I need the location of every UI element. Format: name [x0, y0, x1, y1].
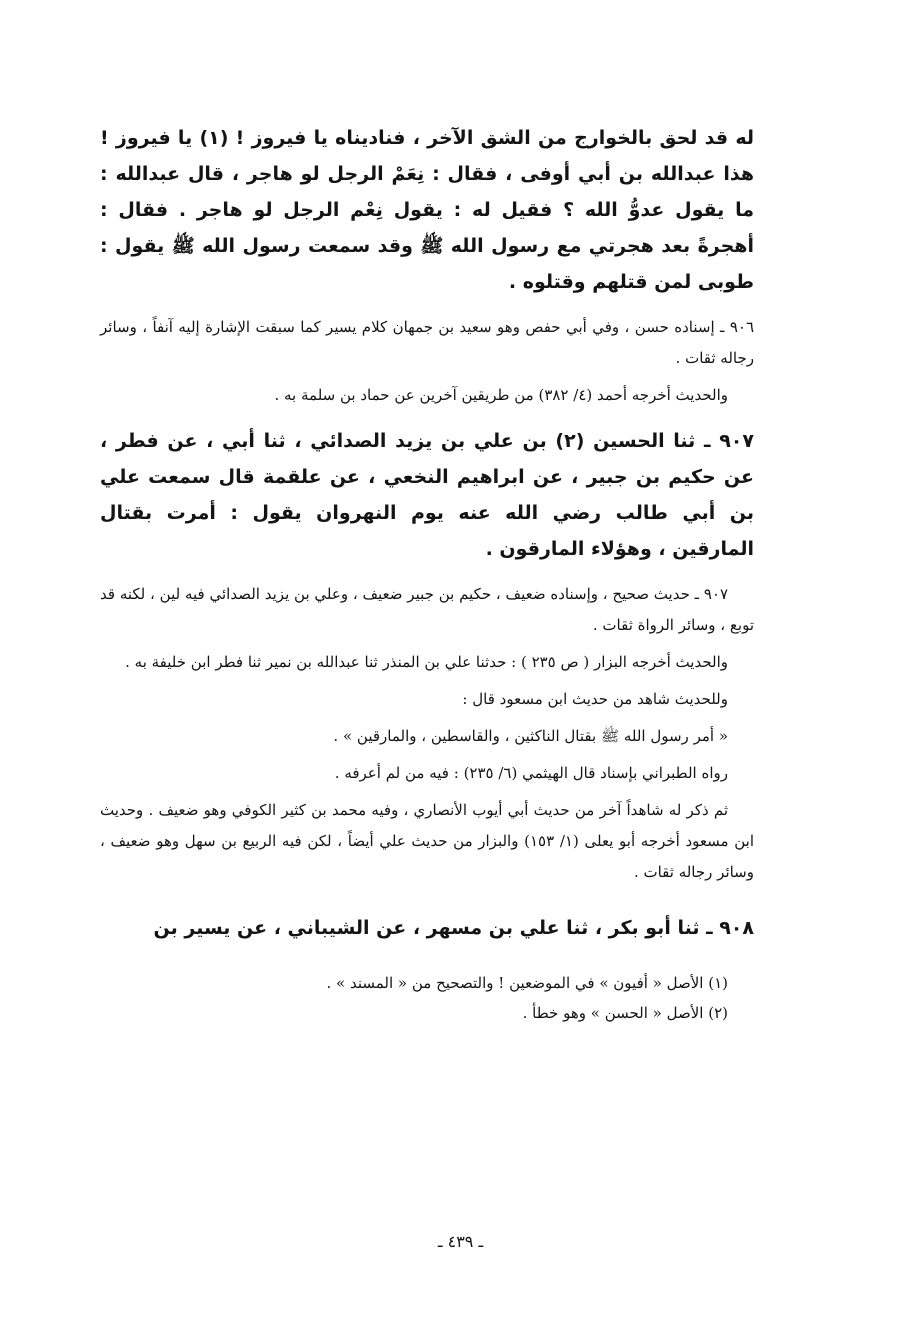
hadith-908-start: ٩٠٨ ـ ثنا أبو بكر ، ثنا علي بن مسهر ، عن الشيباني ، عن يسير بن	[153, 917, 754, 939]
page-number: ـ ٤٣٩ ـ	[437, 1232, 484, 1251]
commentary-907-other-witness: ثم ذكر له شاهداً آخر من حديث أبي أيوب الأنصاري ، وفيه محمد بن كثير الكوفي وهو ضعيف . وحديث ابن مسعود أخرجه أبو يعلى (١/ ١٥٣) والبزار من حديث علي أيضاً ، لكن فيه الربيع بن سهل وهو ضعيف ، وسائر رجاله ثقات .	[100, 801, 755, 881]
hadith-907: ٩٠٧ ـ ثنا الحسين (٢) بن علي بن يزيد الصدائي ، ثنا أبي ، عن فطر ، عن حكيم بن جبير ، عن ابراهيم النخعي ، عن علقمة قال سمعت علي بن أبي طالب رضي الله عنه يوم النهروان يقول : أمرت بقتال المارقين ، وهؤلاء المارقون .	[100, 430, 754, 560]
commentary-907-shahid: وللحديث شاهد من حديث ابن مسعود قال :	[462, 690, 728, 708]
commentary-907-tabarani: رواه الطبراني بإسناد قال الهيثمي (٦/ ٢٣٥) : فيه من لم أعرفه .	[334, 764, 728, 782]
commentary-906-takhrij: والحديث أخرجه أحمد (٤/ ٣٨٢) من طريقين آخرين عن حماد بن سلمة به .	[274, 386, 728, 404]
hadith-905-continuation: له قد لحق بالخوارج من الشق الآخر ، فناديناه يا فيروز ! (١) يا فيروز ! هذا عبدالله بن أبي أوفى ، فقال : نِعَمْ الرجل لو هاجر ، قال عبدالله : ما يقول عدوُّ الله ؟ فقيل له : يقول نِعْم الرجل لو هاجر . فقال : أهجرةً بعد هجرتي مع رسول الله ﷺ وقد سمعت رسول الله ﷺ يقول : طوبى لمن قتلهم وقتلوه .	[100, 127, 754, 293]
commentary-906-isnad: ٩٠٦ ـ إسناده حسن ، وفي أبي حفص وهو سعيد بن جمهان كلام يسير كما سبقت الإشارة إليه آنفاً ، وسائر رجاله ثقات .	[100, 318, 754, 367]
footnotes	[100, 968, 754, 1028]
footnote-1: (١) الأصل « أفيون » في الموضعين ! والتصحيح من « المسند » .	[326, 974, 728, 992]
footnote-2: (٢) الأصل « الحسن » وهو خطأ .	[522, 1004, 728, 1022]
commentary-907-grading: ٩٠٧ ـ حديث صحيح ، وإسناده ضعيف ، حكيم بن جبير ضعيف ، وعلي بن يزيد الصدائي فيه لين ، لكنه قد توبع ، وسائر الرواة ثقات .	[100, 585, 754, 634]
commentary-907-quote: « أمر رسول الله ﷺ بقتال الناكثين ، والقاسطين ، والمارقين » .	[333, 727, 728, 745]
page-body	[100, 120, 754, 1028]
commentary-907-bazzar: والحديث أخرجه البزار ( ص ٢٣٥ ) : حدثنا علي بن المنذر ثنا عبدالله بن نمير ثنا فطر ابن خليفة به .	[125, 653, 728, 671]
